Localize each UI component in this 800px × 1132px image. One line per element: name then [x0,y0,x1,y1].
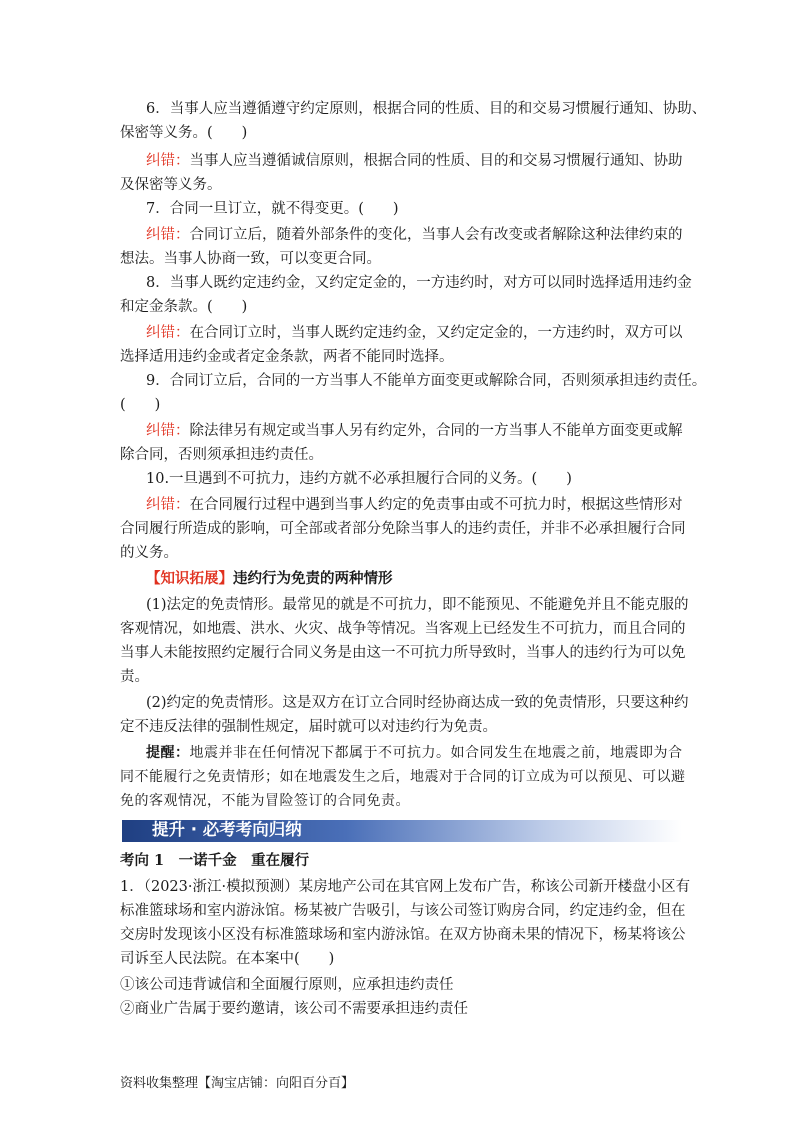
correction-label: 纠错： [146,153,190,169]
q7-correction-line2: 想法。当事人协商一致，可以变更合同。 [120,251,381,267]
question1-line1: 1．（2023·浙江·模拟预测）某房地产公司在其官网上发布广告，称该公司新开楼盘小区有 [120,879,691,895]
extension-p2-line2: 定不违反法律的强制性规定，届时就可以对违约行为免责。 [120,719,497,735]
question1-option1: ①该公司违背诚信和全面履行原则，应承担违约责任 [120,977,454,993]
q10-correction-text: 在合同履行过程中遇到当事人约定的免责事由或不可抗力时，根据这些情形对 [189,497,683,513]
extension-tag: 【知识拓展】 [146,570,233,587]
q6-correction-text: 当事人应当遵循诚信原则，根据合同的性质、目的和交易习惯履行通知、协助 [189,153,683,169]
q6-correction-line1 [146,151,683,171]
correction-label: 纠错： [146,497,190,513]
q7-correction-line1 [146,225,683,245]
extension-heading [146,569,393,589]
question1-line4: 司诉至人民法院。在本案中( ) [120,951,335,967]
q6-line1: 6．当事人应当遵循遵守约定原则，根据合同的性质、目的和交易习惯履行通知、协助、 [146,101,707,117]
extension-title: 违约行为免责的两种情形 [233,570,393,587]
q9-line2: ( ) [120,397,161,413]
q8-line2: 和定金条款。( ) [120,299,248,315]
question1-line2: 标准篮球场和室内游泳馆。杨某被广告吸引，与该公司签订购房合同，约定违约金，但在 [120,903,686,919]
extension-p1-line4: 责。 [120,669,149,685]
q9-correction-line2: 除合同，否则须承担违约责任。 [120,447,323,463]
q10-correction-line2: 合同履行所造成的影响，可全部或者部分免除当事人的违约责任，并非不必承担履行合同 [120,521,686,537]
question1-line3: 交房时发现该小区没有标准篮球场和室内游泳馆。在双方协商未果的情况下，杨某将该公 [120,927,686,943]
q6-correction-line2: 及保密等义务。 [120,177,222,193]
q9-correction-text: 除法律另有规定或当事人另有约定外，合同的一方当事人不能单方面变更或解 [189,423,683,439]
q10-correction-line1 [146,495,683,515]
section-banner-title: 提升 · 必考考向归纳 [152,820,302,839]
q7-line1: 7．合同一旦订立，就不得变更。( ) [146,201,399,217]
q6-line2: 保密等义务。( ) [120,125,248,141]
tip-line3: 免的客观情况，不能为冒险签订的合同免责。 [120,793,410,809]
extension-p1-line1: (1)法定的免责情形。最常见的就是不可抗力，即不能预见、不能避免并且不能克服的 [146,597,689,613]
correction-label: 纠错： [146,423,190,439]
question1-option2: ②商业广告属于要约邀请，该公司不需要承担违约责任 [120,1001,468,1017]
q9-correction-line1 [146,421,683,441]
q7-correction-text: 合同订立后，随着外部条件的变化，当事人会有改变或者解除这种法律约束的 [189,227,683,243]
tip-text: 地震并非在任何情况下都属于不可抗力。如合同发生在地震之前，地震即为合 [189,745,683,761]
tip-line2: 同不能履行之免责情形；如在地震发生之后，地震对于合同的订立成为可以预见、可以避 [120,769,686,785]
q8-correction-line2: 选择适用违约金或者定金条款，两者不能同时选择。 [120,349,454,365]
footer-text: 资料收集整理【淘宝店铺：向阳百分百】 [120,1076,355,1091]
extension-p2-line1: (2)约定的免责情形。这是双方在订立合同时经协商达成一致的免责情形，只要这种约 [146,695,689,711]
q8-correction-text: 在合同订立时，当事人既约定违约金，又约定定金的，一方违约时，双方可以 [189,325,683,341]
q8-line1: 8．当事人既约定违约金，又约定定金的，一方违约时，对方可以同时选择适用违约金 [146,275,692,291]
extension-p1-line2: 客观情况，如地震、洪水、火灾、战争等情况。当客观上已经发生不可抗力，而且合同的 [120,621,686,637]
tip-label: 提醒： [146,745,190,761]
q10-correction-line3: 的义务。 [120,545,178,561]
q9-line1: 9．合同订立后，合同的一方当事人不能单方面变更或解除合同，否则须承担违约责任。 [146,373,707,389]
tip-line1 [146,743,683,763]
q8-correction-line1 [146,323,683,343]
direction-heading: 考向 1 一诺千金 重在履行 [120,852,310,869]
correction-label: 纠错： [146,325,190,341]
correction-label: 纠错： [146,227,190,243]
extension-p1-line3: 当事人未能按照约定履行合同义务是由这一不可抗力所导致时，当事人的违约行为可以免 [120,645,686,661]
q10-line1: 10.一旦遇到不可抗力，违约方就不必承担履行合同的义务。( ) [146,471,572,487]
